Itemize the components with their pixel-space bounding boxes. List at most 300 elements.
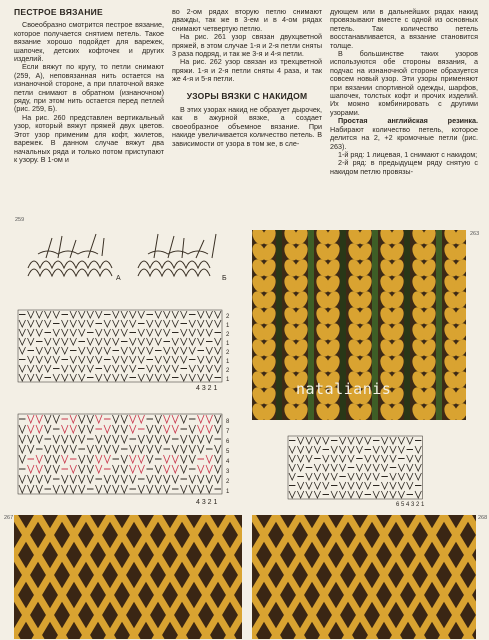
stitch-knit <box>104 365 111 372</box>
text-column-1 <box>14 8 164 164</box>
stitch-knit <box>19 329 26 336</box>
stitch-knit <box>62 329 69 336</box>
stitch-knit <box>215 455 222 463</box>
stitch-knit <box>390 437 396 444</box>
stitch-knit <box>407 437 413 444</box>
stitch-knit <box>381 455 387 462</box>
chart-column-numbers-261: 4 3 2 1 <box>196 499 218 506</box>
stitch-knit <box>206 485 213 493</box>
stitch-knit <box>289 464 295 471</box>
stitch-knit <box>87 415 94 423</box>
stitch-knit <box>79 374 86 381</box>
chart-grid-260 <box>18 310 222 382</box>
chart-row-numbers-261 <box>226 419 230 495</box>
stitch-knit <box>306 446 312 453</box>
stitch-knit <box>96 455 103 463</box>
stitch-knit <box>62 455 69 463</box>
stitch-knit <box>19 455 26 463</box>
lattice-strand <box>456 535 476 555</box>
knitting-chart-262 <box>286 434 436 508</box>
stitch-knit <box>70 329 77 336</box>
stitch-knit <box>70 425 77 433</box>
stitch-knit <box>198 320 205 327</box>
row-number: 3 <box>226 469 230 475</box>
stitch-knit <box>181 356 188 363</box>
stitch-knit <box>45 445 52 453</box>
stitch-knit <box>172 465 179 473</box>
stitch-knit <box>206 465 213 473</box>
stitch-knit <box>36 455 43 463</box>
lattice-strand <box>276 635 300 639</box>
stitch-knit <box>130 338 137 345</box>
stitch-knit <box>53 455 60 463</box>
stitch-knit <box>147 338 154 345</box>
stitch-knit <box>407 473 413 480</box>
lattice-strand <box>324 635 348 639</box>
stitch-knit <box>390 455 396 462</box>
figure-number-259: 259 <box>15 217 25 223</box>
stitch-knit <box>138 356 145 363</box>
stitch-knit <box>181 415 188 423</box>
stitch-knit <box>130 465 137 473</box>
stitch-knit <box>155 365 162 372</box>
stitch-knit <box>96 374 103 381</box>
stitch-knit <box>172 347 179 354</box>
stitch-knit <box>348 437 354 444</box>
stitch-knit <box>181 485 188 493</box>
row-number: 2 <box>226 479 230 485</box>
stitch-knit <box>45 320 52 327</box>
stitch-knit <box>306 491 312 498</box>
stitch-knit <box>113 374 120 381</box>
stitch-knit <box>113 475 120 483</box>
stitch-knit <box>155 465 162 473</box>
section-title-colored-knitting: ПЕСТРОЕ ВЯЗАНИЕ <box>14 7 104 17</box>
stitch-knit <box>348 446 354 453</box>
stitch-knit <box>373 446 379 453</box>
stitch-knit <box>147 485 154 493</box>
paragraph-rib <box>330 117 478 151</box>
stitch-knit <box>155 475 162 483</box>
stitch-knit <box>323 473 329 480</box>
figure-number-267: 267 <box>4 515 14 521</box>
stitch-knit <box>398 437 404 444</box>
row-number: 1 <box>226 489 230 495</box>
stitch-knit <box>155 329 162 336</box>
stitch-knit <box>206 374 213 381</box>
stitch-knit <box>28 465 35 473</box>
stitch-knit <box>45 475 52 483</box>
paragraph: На рис. 262 узор связан из трехцветной пряжи. 1-я и 2-я петли сняты 4 раза, и так же 4-я и 5-я петли. <box>172 57 322 84</box>
stitch-knit <box>53 329 60 336</box>
stitch-knit <box>189 365 196 372</box>
lattice-strand <box>134 635 158 639</box>
stitch-knit <box>96 311 103 318</box>
stitch-knit <box>79 356 86 363</box>
stitch-knit <box>172 365 179 372</box>
stitch-knit <box>164 455 171 463</box>
stitch-knit <box>79 347 86 354</box>
stitch-knit <box>45 311 52 318</box>
rib-gap <box>404 230 410 420</box>
stitch-knit <box>19 338 26 345</box>
stitch-knit <box>155 311 162 318</box>
row-number: 2 <box>226 350 230 356</box>
paragraph: В большинстве таких узоров используются обе стороны вязания, а подчас на изнаночной стороне образуется совсем новый узор. Эти узоры применяют при вязании спортивной одежды, шарфов, шапочек, толстых кофт и прочих изделий. Их можно комбинировать с другими узорами. <box>330 49 478 117</box>
stitch-knit <box>28 338 35 345</box>
stitch-knit <box>130 475 137 483</box>
rib-text: Набирают количество петель, которое делится на 2, +2 кромочные петли (рис. 263). <box>330 124 478 151</box>
stitch-knit <box>96 445 103 453</box>
stitch-knit <box>96 338 103 345</box>
stitch-knit <box>19 320 26 327</box>
stitch-knit <box>198 365 205 372</box>
stitch-knit <box>53 445 60 453</box>
section-title-yarn-over: УЗОРЫ ВЯЗКИ С НАКИДОМ <box>186 90 308 101</box>
stitch-knit <box>398 464 404 471</box>
stitch-knit <box>206 356 213 363</box>
lattice-strand <box>252 635 276 639</box>
stitch-knit <box>62 365 69 372</box>
stitch-knit <box>348 473 354 480</box>
stitch-knit <box>79 320 86 327</box>
lattice-strand <box>396 635 420 639</box>
stitch-knit <box>373 455 379 462</box>
figure-number-263: 263 <box>470 231 480 237</box>
stitch-knit <box>381 437 387 444</box>
watermark: natalianis <box>296 380 392 398</box>
row-number: 1 <box>226 377 230 383</box>
stitch-knit <box>339 446 345 453</box>
lattice-strand <box>444 635 468 639</box>
stitch-knit <box>189 475 196 483</box>
stitch-knit <box>356 446 362 453</box>
stitch-knit <box>45 455 52 463</box>
stitch-knit <box>53 415 60 423</box>
stitch-knit <box>113 365 120 372</box>
stitch-knit <box>70 475 77 483</box>
stitch-knit <box>365 473 371 480</box>
stitch-knit <box>87 445 94 453</box>
stitch-knit <box>70 485 77 493</box>
stitch-knit <box>215 415 222 423</box>
stitch-knit <box>147 320 154 327</box>
stitch-knit <box>121 320 128 327</box>
stitch-knit <box>19 365 26 372</box>
stitch-knit <box>79 475 86 483</box>
stitch-knit <box>121 475 128 483</box>
stitch-knit <box>104 445 111 453</box>
stitch-knit <box>181 338 188 345</box>
stitch-knit <box>70 338 77 345</box>
stitch-knit <box>70 365 77 372</box>
stitch-knit <box>28 311 35 318</box>
stitch-knit <box>381 482 387 489</box>
lattice-strand <box>468 595 476 615</box>
stitch-knit <box>198 415 205 423</box>
stitch-knit <box>398 446 404 453</box>
stitch-knit <box>53 485 60 493</box>
stitch-knit <box>181 465 188 473</box>
stitch-knit <box>28 365 35 372</box>
stitch-knit <box>130 415 137 423</box>
rib-gap <box>436 230 442 420</box>
stitch-knit <box>323 464 329 471</box>
stitch-knit <box>70 320 77 327</box>
stitch-knit <box>172 338 179 345</box>
stitch-knit <box>113 338 120 345</box>
lattice-strand <box>14 635 38 639</box>
stitch-knit <box>155 356 162 363</box>
text-column-3 <box>330 8 478 176</box>
stitch-knit <box>164 356 171 363</box>
stitch-knit <box>104 435 111 443</box>
stitch-knit <box>113 320 120 327</box>
text-column-2 <box>172 8 322 148</box>
stitch-knit <box>130 311 137 318</box>
stitch-knit <box>215 320 222 327</box>
stitch-knit <box>62 445 69 453</box>
stitch-knit <box>138 485 145 493</box>
stitch-knit <box>147 329 154 336</box>
stitch-knit <box>147 347 154 354</box>
stitch-knit <box>70 445 77 453</box>
stitch-knit <box>297 446 303 453</box>
lattice-texture <box>14 515 242 639</box>
stitch-knit <box>79 425 86 433</box>
paragraph: во 2-ом рядах вторую петлю снимают дважды, так же в 3-ем и в 4-ом рядах снимают четвертую петлю. <box>172 7 322 33</box>
stitch-knit <box>36 485 43 493</box>
stitch-knit <box>28 329 35 336</box>
knitting-chart-260 <box>16 308 248 392</box>
row-number: 5 <box>226 449 230 455</box>
lattice-strand <box>372 635 396 639</box>
stitch-knit <box>28 485 35 493</box>
stitch-knit <box>36 415 43 423</box>
stitch-knit <box>96 329 103 336</box>
stitch-knit <box>398 482 404 489</box>
stitch-knit <box>356 437 362 444</box>
stitch-knit <box>104 374 111 381</box>
chart-border <box>18 310 222 382</box>
rib-gap <box>276 230 282 420</box>
stitch-knit <box>356 482 362 489</box>
lattice-strand <box>348 635 372 639</box>
stitch-knit <box>28 320 35 327</box>
stitch-knit <box>53 374 60 381</box>
stitch-knit <box>113 356 120 363</box>
stitch-knit <box>314 437 320 444</box>
stitch-knit <box>215 465 222 473</box>
stitch-knit <box>138 445 145 453</box>
stitch-knit <box>138 329 145 336</box>
stitch-knit <box>164 374 171 381</box>
lattice-strand <box>206 635 230 639</box>
stitch-knit <box>164 347 171 354</box>
stitch-knit <box>79 329 86 336</box>
stitch-knit <box>53 338 60 345</box>
stitch-knit <box>79 485 86 493</box>
stitch-knit <box>189 445 196 453</box>
stitch-knit <box>407 455 413 462</box>
row-instruction-2: 2-й ряд: в предыдущем ряду снятую с накидом петлю провязы- <box>330 158 478 176</box>
stitch-knit <box>365 437 371 444</box>
stitch-knit <box>79 465 86 473</box>
chart-column-numbers-262: 6 5 4 3 2 1 <box>396 502 425 508</box>
stitch-knit <box>339 455 345 462</box>
lattice-strand <box>182 635 206 639</box>
stitch-knit <box>36 347 43 354</box>
stitch-knit <box>164 329 171 336</box>
stitch-knit <box>164 465 171 473</box>
stitch-knit <box>87 425 94 433</box>
stitch-knit <box>198 356 205 363</box>
stitch-knit <box>28 415 35 423</box>
lattice-strand <box>62 635 86 639</box>
stitch-knit <box>130 445 137 453</box>
stitch-knit <box>121 347 128 354</box>
stitch-knit <box>62 485 69 493</box>
stitch-knit <box>45 338 52 345</box>
stitch-knit <box>96 435 103 443</box>
stitch-knit <box>314 491 320 498</box>
stitch-knit <box>121 415 128 423</box>
rib-title: Простая английская резинка. <box>338 116 478 126</box>
stitch-knit <box>314 482 320 489</box>
stitch-knit <box>138 347 145 354</box>
stitch-knit <box>306 482 312 489</box>
lattice-strand <box>230 635 242 639</box>
stitch-knit <box>19 425 26 433</box>
stitch-knit <box>215 425 222 433</box>
paragraph: На рис. 261 узор связан двухцветной пряжей, в этом случае 1-я и 2-я петли сняты 3 раза подряд, и так же 3-я и 4-я петли. <box>172 32 322 59</box>
stitch-knit <box>104 475 111 483</box>
stitch-knit <box>164 415 171 423</box>
stitch-knit <box>36 365 43 372</box>
stitch-knit <box>206 475 213 483</box>
stitch-knit <box>138 338 145 345</box>
stitch-knit <box>104 455 111 463</box>
stitch-knit <box>36 475 43 483</box>
stitch-knit <box>206 415 213 423</box>
stitch-knit <box>62 374 69 381</box>
stitch-knit <box>45 365 52 372</box>
stitch-knit <box>373 473 379 480</box>
row-number: 7 <box>226 429 230 435</box>
label-b: Б <box>222 275 227 282</box>
stitch-knit <box>147 374 154 381</box>
row-number: 8 <box>226 419 230 425</box>
stitch-knit <box>121 455 128 463</box>
row-number: 2 <box>226 368 230 374</box>
stitch-knit <box>87 338 94 345</box>
chart-row-numbers-260 <box>226 314 230 383</box>
stitch-knit <box>96 356 103 363</box>
stitch-knit <box>87 320 94 327</box>
stitch-illustration-259 <box>18 228 228 290</box>
stitch-knit <box>164 425 171 433</box>
stitch-knit <box>164 475 171 483</box>
stitch-knit <box>147 475 154 483</box>
stitch-knit <box>181 455 188 463</box>
stitch-knit <box>172 475 179 483</box>
stitch-knit <box>113 485 120 493</box>
stitch-knit <box>198 311 205 318</box>
stitch-knit <box>289 473 295 480</box>
stitch-knit <box>189 347 196 354</box>
stitch-knit <box>113 435 120 443</box>
stitch-knit <box>104 329 111 336</box>
lattice-strand <box>158 635 182 639</box>
stitch-knit <box>28 475 35 483</box>
stitch-knit <box>206 320 213 327</box>
stitch-knit <box>331 473 337 480</box>
stitch-knit <box>19 475 26 483</box>
stitch-knit <box>53 465 60 473</box>
stitch-knit <box>121 329 128 336</box>
stitch-knit <box>306 455 312 462</box>
stitch-knit <box>36 465 43 473</box>
stitch-knit <box>181 347 188 354</box>
stitch-knit <box>36 435 43 443</box>
stitch-knit <box>181 445 188 453</box>
stitch-knit <box>147 435 154 443</box>
stitch-knit <box>323 437 329 444</box>
stitch-knit <box>138 435 145 443</box>
stitch-knit <box>113 415 120 423</box>
stitch-knit <box>198 329 205 336</box>
stitch-knit <box>407 464 413 471</box>
stitch-knit <box>314 473 320 480</box>
stitch-knit <box>297 437 303 444</box>
stitch-knit <box>415 473 421 480</box>
stitch-knit <box>130 365 137 372</box>
stitch-knit <box>164 311 171 318</box>
stitch-knit <box>189 374 196 381</box>
stitch-knit <box>113 445 120 453</box>
stitch-knit <box>189 338 196 345</box>
stitch-knit <box>45 347 52 354</box>
stitch-knit <box>415 491 421 498</box>
stitch-knit <box>45 425 52 433</box>
stitch-knit <box>19 485 26 493</box>
stitch-knit <box>415 455 421 462</box>
row-number: 6 <box>226 439 230 445</box>
chart-grid-261 <box>18 414 222 494</box>
stitch-knit <box>87 365 94 372</box>
stitch-knit <box>28 445 35 453</box>
stitch-knit <box>297 482 303 489</box>
lattice-strand <box>110 635 134 639</box>
stitch-knit <box>172 455 179 463</box>
chart-column-numbers-260: 4 3 2 1 <box>196 385 218 392</box>
stitch-knit <box>314 446 320 453</box>
stitch-knit <box>172 320 179 327</box>
stitch-knit <box>138 465 145 473</box>
stitch-knit <box>113 465 120 473</box>
stitch-knit <box>381 464 387 471</box>
stitch-knit <box>87 455 94 463</box>
stitch-knit <box>28 356 35 363</box>
stitch-knit <box>407 482 413 489</box>
stitch-knit <box>339 491 345 498</box>
stitch-knit <box>181 374 188 381</box>
stitch-knit <box>172 415 179 423</box>
stitch-knit <box>36 320 43 327</box>
stitch-knit <box>206 365 213 372</box>
stitch-knit <box>87 347 94 354</box>
stitch-knit <box>79 415 86 423</box>
